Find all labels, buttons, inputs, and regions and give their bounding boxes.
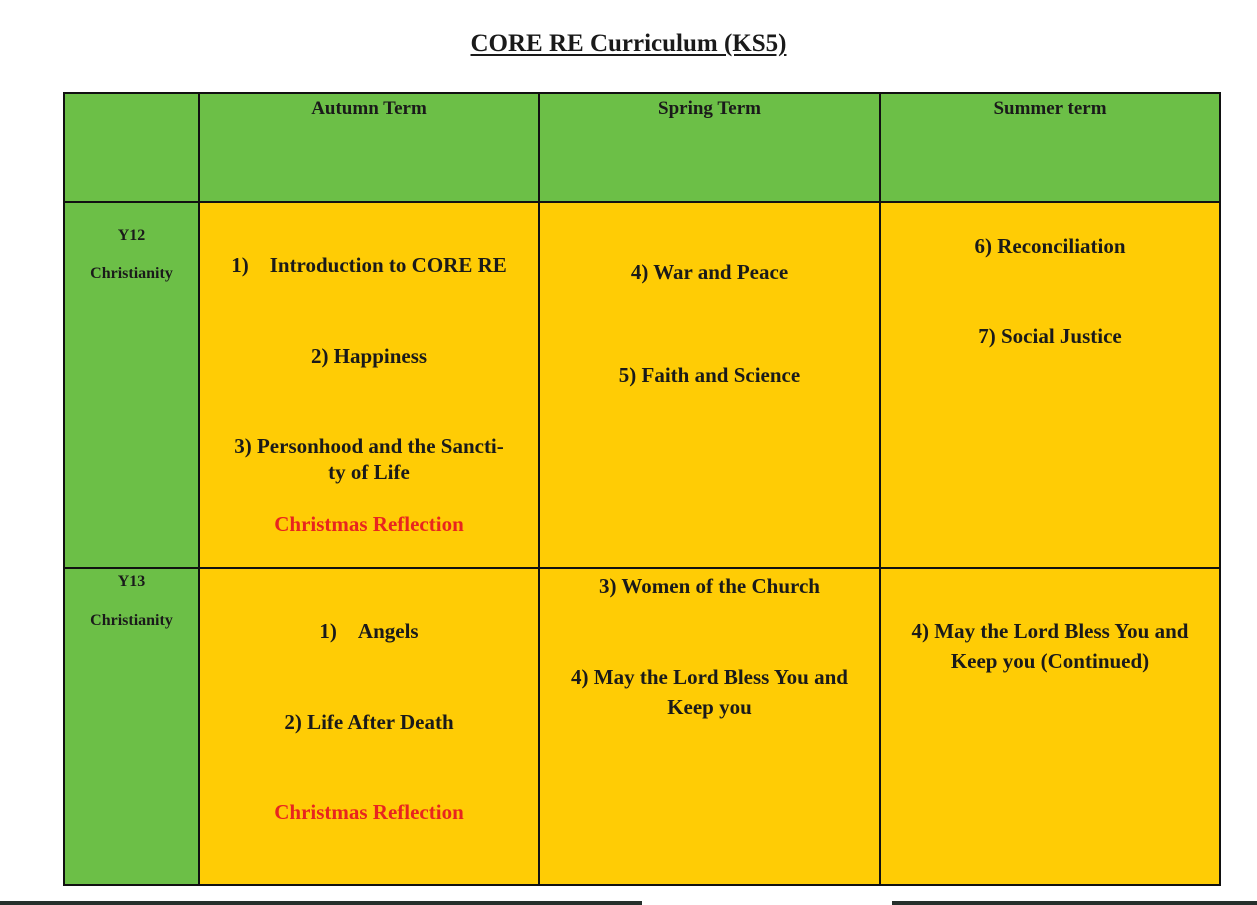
y12-summer-cell: [879, 201, 1221, 569]
header-spring-label: Spring Term: [658, 98, 761, 119]
bottom-divider-highlight: [642, 901, 892, 905]
header-autumn-label: Autumn Term: [311, 98, 427, 119]
y13-spring-item-3: 3) Women of the Church: [599, 574, 820, 598]
y13-summer-cell: [879, 567, 1221, 886]
y13-spring-item-4-line-1: 4) May the Lord Bless You and: [571, 665, 848, 689]
y12-subject-label: Christianity: [90, 265, 173, 282]
y13-autumn-item-1: 1) Angels: [319, 619, 419, 643]
y13-subject-label: Christianity: [90, 612, 173, 629]
y12-autumn-cell: [198, 201, 540, 569]
y12-autumn-item-2: 2) Happiness: [310, 344, 428, 368]
y13-autumn-item-2: 2) Life After Death: [284, 710, 454, 734]
header-spring-cell: [538, 92, 881, 203]
y12-year-label: Y12: [117, 227, 146, 244]
y12-spring-cell: [538, 201, 881, 569]
y13-label-cell: [63, 567, 200, 886]
y12-autumn-item-1: 1) Introduction to CORE RE: [231, 253, 507, 277]
y13-spring-cell: [538, 567, 881, 886]
y12-christmas-reflection: Christmas Reflection: [274, 512, 464, 536]
header-corner-cell: [63, 92, 200, 203]
y13-year-label: Y13: [117, 573, 146, 590]
y13-christmas-reflection: Christmas Reflection: [274, 800, 464, 824]
header-summer-label: Summer term: [993, 98, 1107, 119]
y13-spring-item-4-line-2: Keep you: [667, 695, 752, 719]
y12-label-cell: [63, 201, 200, 569]
y12-spring-item-4: 4) War and Peace: [630, 260, 789, 284]
page-title: CORE RE Curriculum (KS5): [470, 30, 787, 57]
y12-autumn-item-3-line-1: 3) Personhood and the Sancti-: [234, 434, 504, 458]
y13-summer-item-4-line-1: 4) May the Lord Bless You and: [911, 619, 1189, 643]
y13-autumn-cell: [198, 567, 540, 886]
y12-spring-item-5: 5) Faith and Science: [618, 363, 801, 387]
y12-summer-item-6: 6) Reconciliation: [974, 234, 1126, 258]
y12-autumn-item-3-line-2: ty of Life: [328, 460, 410, 484]
header-summer-cell: [879, 92, 1221, 203]
header-autumn-cell: [198, 92, 540, 203]
y12-summer-item-7: 7) Social Justice: [978, 324, 1122, 348]
y13-summer-item-4-line-2: Keep you (Continued): [950, 649, 1150, 673]
bottom-divider: [0, 901, 1257, 905]
